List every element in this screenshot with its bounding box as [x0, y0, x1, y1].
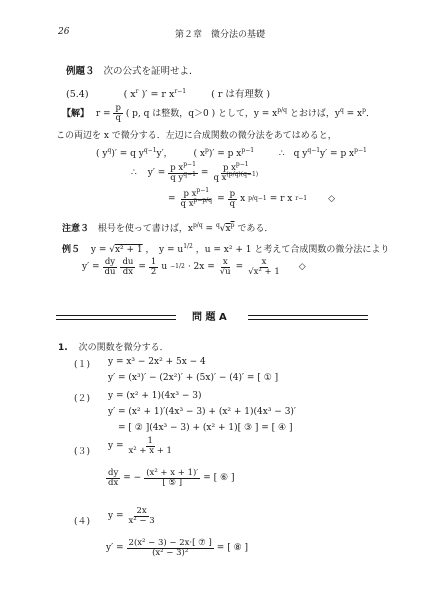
p4-rden: (x² − 3)² — [152, 547, 189, 558]
p4-rfrac — [127, 539, 214, 558]
solution-eq-x: = x — [346, 108, 363, 119]
p4-label: (４) — [74, 517, 91, 527]
exp-p: p — [362, 106, 366, 114]
l3-exp-p: p — [205, 147, 209, 154]
ex5-du: du — [104, 266, 116, 277]
p4-frac — [127, 507, 157, 526]
solution-label: 【解】 — [62, 108, 90, 119]
p4-line1 — [108, 507, 157, 526]
ex5-radicand: x² + 1 — [114, 245, 143, 255]
p1-line1: y = x³ − 2x² + 5x − 4 — [108, 357, 206, 367]
ex5-mid: · 2x = — [187, 262, 215, 273]
p4-line2 — [106, 539, 248, 558]
f1-den: q y — [170, 172, 184, 183]
l3-c: y′， — [156, 149, 173, 159]
p3-dy: dy — [108, 468, 119, 478]
derivation-line-b: = $\frac{p x^{p-1}}{q x^{p-p/q}}$ = $\frac{p}{q}$ x p/q−1 = r x r−1 ◇ — [168, 187, 335, 209]
l3-b: )′ = q y — [111, 149, 144, 159]
ex5-half — [149, 258, 158, 277]
fraction-4 — [228, 190, 237, 209]
q1-heading — [58, 340, 169, 353]
ex5-dydu — [103, 258, 118, 277]
chapter-title: 第２章 微分法の基礎 — [175, 30, 266, 40]
ex5-x2: x — [261, 257, 267, 267]
example5-line-2: y′ = $\frac{dy}{du}$ $\frac{du}{dx}$ = $\frac{1}{2}$ u −1/2 · 2x = $\frac{x}{√u}$ = $\frac{x}{\text{√x² + 1}}$ ◇ — [82, 257, 306, 277]
derivation-line-a — [131, 161, 260, 183]
ex5-b: ， y = u — [145, 245, 184, 255]
eq-1: = — [200, 168, 209, 179]
formula-5-4 — [66, 86, 270, 100]
r-fraction — [113, 104, 122, 123]
p2-line3: = [ ② ](4x³ − 3) + (x² + 1)[ ③ ] = [ ④ ] — [118, 423, 293, 433]
title-rule-right — [248, 315, 368, 320]
therefore-symbol: ∴ — [131, 168, 137, 179]
q1-number: 1. — [58, 343, 68, 353]
solution-line-2: この両辺を x で微分する．左辺に合成関数の微分法をあてはめると， — [56, 131, 337, 141]
l3-a: ( y — [96, 149, 108, 159]
fraction-1: $\frac{p x^{p-1}}{q y^{q-1}}$ — [170, 161, 196, 183]
eq-2: = — [168, 194, 176, 205]
note3: 注意３ 根号を使って書けば，$x^{p/q} = ^q√x^p$ である． — [62, 222, 274, 234]
p3-num: 1 — [147, 436, 153, 446]
solution-line-1 — [62, 104, 375, 123]
exp-pq: p/q — [277, 106, 287, 114]
frac-num: p — [115, 103, 121, 113]
problems-title: 問 題 A — [192, 312, 227, 323]
ex5-dx: dx — [122, 266, 134, 277]
ex5-half-num: 1 — [150, 257, 157, 267]
y-prime-label: y′ = — [147, 168, 166, 179]
f4-num: p — [229, 189, 236, 199]
fraction-2: $\frac{p x^{p-1}}{q x^{(p/q)(q-1)}}$ — [213, 161, 259, 183]
note3-text-a: 根号を使って書けば，x — [97, 224, 193, 234]
solution-r-eq: r = — [95, 108, 111, 119]
ex5-a: y = √ — [90, 245, 115, 255]
p3-rnum: (x² + x + 1)′ — [146, 468, 199, 478]
p2-line1: y = (x² + 1)(4x³ − 3) — [108, 391, 202, 401]
p2-line2: y′ = (x² + 1)′(4x³ − 3) + (x² + 1)(4x³ − 3)′ — [108, 407, 296, 417]
p3-line1 — [108, 437, 174, 456]
solution-period: ． — [365, 108, 375, 119]
solution-line-3: ( $y^q)' = q$ $y^{q-1}y'$， ( $x^p)' = p$ $x^{p-1}$ ∴ q $y^{q-1}y' = p$ $x^{p-1}$ — [96, 147, 367, 159]
solution-cond: ( p, q は整数，q＞0 ) として，y = x — [125, 108, 278, 119]
note3-label: 注意３ — [62, 224, 90, 234]
p4-tail: = [ ⑧ ] — [216, 543, 249, 554]
p3-label: (３) — [74, 447, 91, 457]
p1-line2: y′ = (x³)′ − (2x²)′ + (5x)′ − (4)′ = [ ① ] — [108, 373, 279, 383]
frac-den: q — [115, 112, 121, 123]
f3-den: q x — [180, 198, 194, 209]
p3-rfrac — [144, 469, 200, 488]
fraction-3: $\frac{p x^{p-1}}{q x^{p-p/q}}$ — [180, 187, 213, 209]
l3-d: ( x — [193, 149, 205, 159]
q1-text: 次の関数を微分する． — [78, 343, 169, 353]
p3-y: y = — [108, 441, 124, 452]
p4-y: y = — [108, 511, 124, 522]
p3-tail: = [ ⑥ ] — [203, 473, 235, 484]
ex5-end-diamond: ◇ — [298, 262, 306, 273]
result-tail: = r x — [269, 194, 293, 205]
formula-exp-r1: r−1 — [174, 88, 187, 95]
ex5-u: u — [161, 262, 168, 273]
example3-heading — [66, 63, 199, 77]
l3-e: )′ = p x — [208, 149, 242, 159]
result-x: x — [240, 194, 246, 205]
f3-num: p x — [183, 189, 197, 199]
example5-label: 例５ — [62, 245, 81, 255]
ex5-x: x — [222, 257, 228, 267]
ex5-dy: dy — [104, 257, 116, 267]
ex5-final — [246, 258, 282, 277]
formula-mid: )′ = r x — [141, 89, 175, 100]
formula-exp: r — [135, 88, 139, 95]
page-number: 26 — [58, 27, 70, 37]
ex5-dudx — [120, 258, 135, 277]
f2-num: p x — [222, 163, 236, 173]
end-diamond: ◇ — [328, 194, 335, 205]
solution-then: とおけば，y — [289, 108, 340, 119]
ex5-sqrtx: √x² + 1 — [248, 266, 280, 277]
p3-line2 — [106, 469, 234, 488]
p3-dx: dx — [108, 477, 119, 488]
l3-f: ∴ q y — [278, 149, 308, 159]
p3-frac — [127, 437, 174, 456]
l3-exp-q: q — [107, 147, 112, 154]
p4-rnum: 2(x² − 3) − 2x·[ ⑦ ] — [128, 538, 212, 548]
ex5-sqrtu: √u — [219, 266, 231, 277]
title-rule-left — [56, 315, 176, 320]
f1-num: p x — [170, 163, 184, 173]
formula-condition: ( r は有理数 ) — [211, 89, 271, 100]
p2-label: (２) — [74, 394, 91, 404]
note3-text-c: である． — [237, 224, 274, 234]
exp-q: q — [339, 106, 344, 114]
formula-lhs: ( x — [123, 89, 136, 100]
p3-rden: [ ⑤ ] — [162, 477, 183, 488]
eq-3: = — [217, 194, 225, 205]
note3-eq: = — [205, 224, 216, 234]
l3-g: y′ = p x — [320, 149, 355, 159]
example3-label: 例題３ — [66, 66, 95, 77]
p3-eq: = − — [123, 473, 142, 484]
p4-yp: y′ = — [106, 543, 124, 554]
example3-statement: 次の公式を証明せよ． — [103, 66, 199, 77]
ex5-c: ，u = x² + 1 と考えて合成関数の微分法により — [195, 245, 390, 255]
p4-den: x² − 3 — [128, 515, 155, 526]
f4-den: q — [229, 198, 236, 209]
p1-label: (１) — [74, 360, 91, 370]
ex5-x-over-sqrtu — [218, 258, 233, 277]
p3-dydx — [106, 469, 120, 488]
ex5-du2: du — [122, 257, 134, 267]
ex5-half-den: 2 — [150, 266, 157, 277]
p4-num: 2x — [136, 506, 147, 516]
formula-number: (5.4) — [66, 89, 89, 100]
f2-den: q x — [213, 172, 227, 183]
example5-line-1: 例５ y = √x² + 1 ， $y = u^{1/2}$ ，u = x² + 1 と考えて合成関数の微分法により — [62, 243, 390, 255]
ex5-yprime: y′ = — [82, 262, 100, 273]
p3-den: x² + x + 1 — [128, 445, 172, 456]
